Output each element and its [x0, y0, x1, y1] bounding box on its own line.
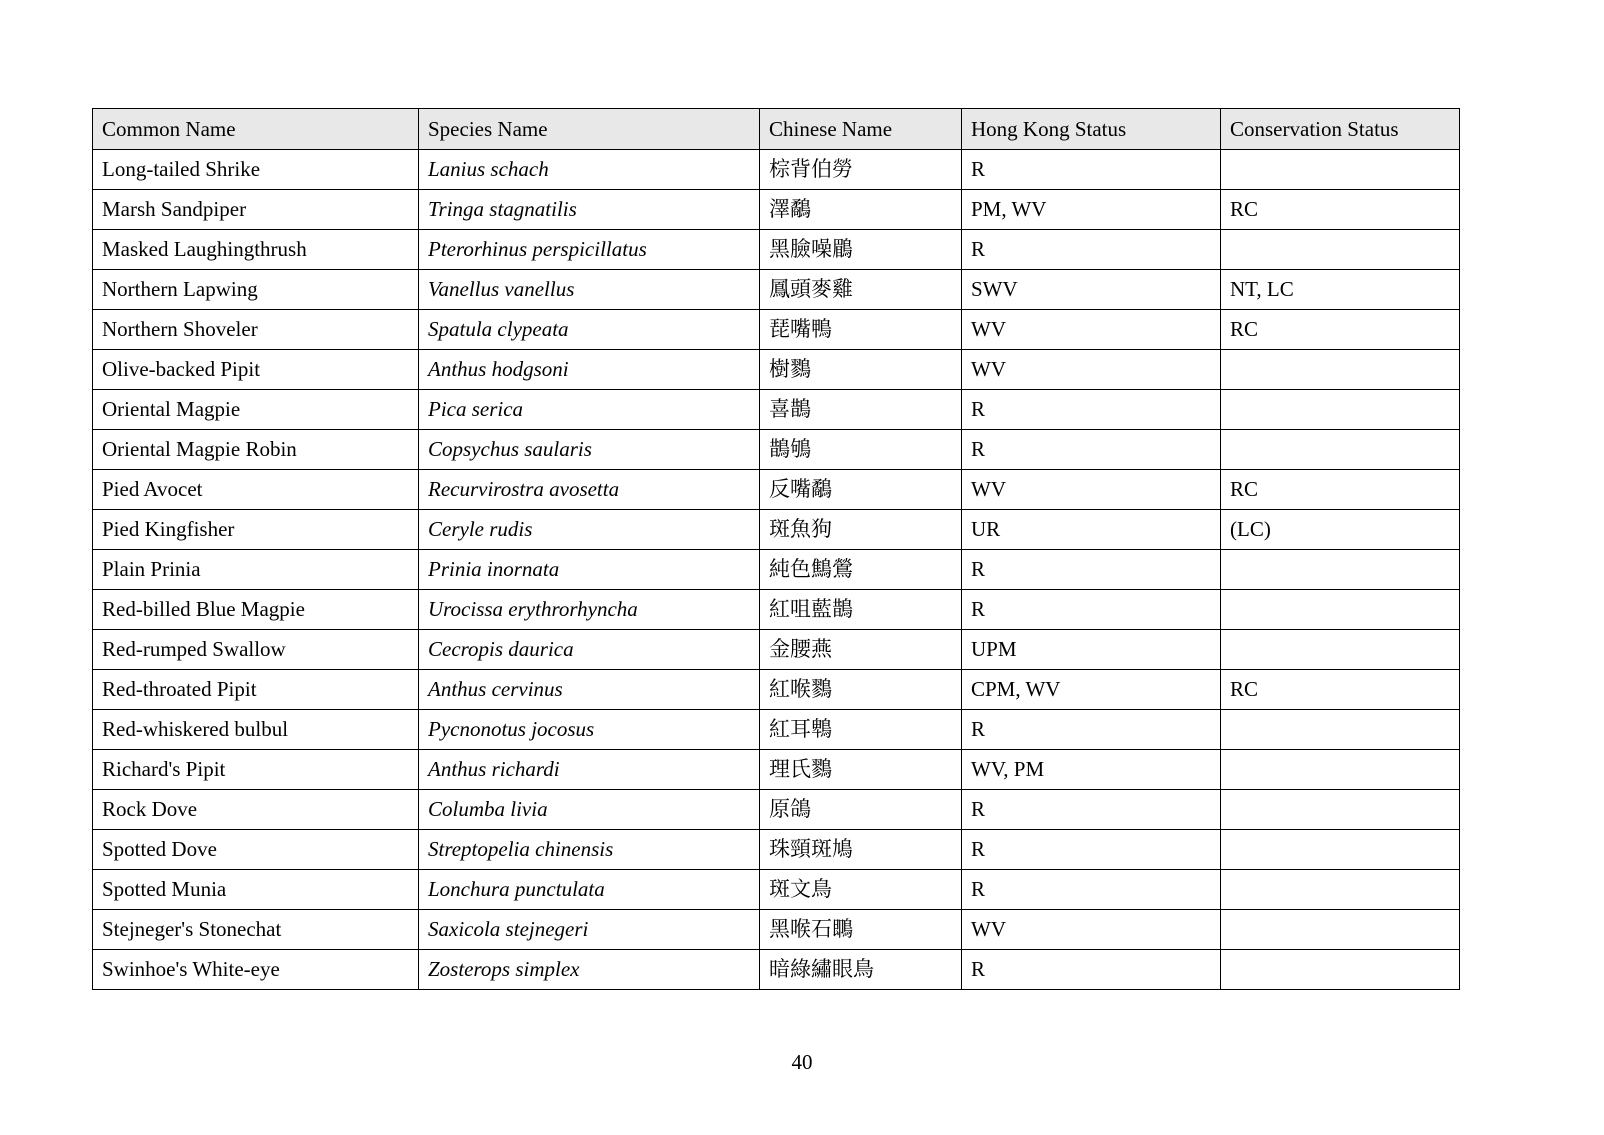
- table-row: [93, 590, 1460, 630]
- table-row: [93, 390, 1460, 430]
- cell-conservation-status: [1221, 830, 1460, 870]
- cell-species-name: Vanellus vanellus: [419, 270, 760, 310]
- cell-common-name: Richard's Pipit: [93, 750, 419, 790]
- cell-conservation-status: NT, LC: [1221, 270, 1460, 310]
- cell-hong-kong-status: R: [962, 390, 1221, 430]
- cell-species-name: Cecropis daurica: [419, 630, 760, 670]
- cell-species-name: Ceryle rudis: [419, 510, 760, 550]
- cell-species-name: Lanius schach: [419, 150, 760, 190]
- cell-hong-kong-status: WV, PM: [962, 750, 1221, 790]
- cell-species-name: Anthus cervinus: [419, 670, 760, 710]
- cell-conservation-status: RC: [1221, 310, 1460, 350]
- table-row: [93, 790, 1460, 830]
- header-row: [93, 109, 1460, 150]
- table-row: [93, 750, 1460, 790]
- cell-chinese-name: 黑臉噪鶥: [760, 230, 962, 270]
- table-header: [93, 109, 1460, 150]
- cell-hong-kong-status: R: [962, 430, 1221, 470]
- cell-hong-kong-status: WV: [962, 310, 1221, 350]
- cell-species-name: Urocissa erythrorhyncha: [419, 590, 760, 630]
- cell-chinese-name: 鵲鴝: [760, 430, 962, 470]
- cell-hong-kong-status: R: [962, 790, 1221, 830]
- table-row: [93, 710, 1460, 750]
- cell-conservation-status: [1221, 790, 1460, 830]
- cell-species-name: Recurvirostra avosetta: [419, 470, 760, 510]
- cell-hong-kong-status: WV: [962, 470, 1221, 510]
- cell-species-name: Spatula clypeata: [419, 310, 760, 350]
- cell-species-name: Prinia inornata: [419, 550, 760, 590]
- header-hong-kong-status: Hong Kong Status: [962, 109, 1221, 150]
- cell-common-name: Spotted Munia: [93, 870, 419, 910]
- cell-conservation-status: [1221, 910, 1460, 950]
- cell-hong-kong-status: R: [962, 950, 1221, 990]
- cell-hong-kong-status: R: [962, 710, 1221, 750]
- cell-common-name: Oriental Magpie: [93, 390, 419, 430]
- cell-conservation-status: RC: [1221, 470, 1460, 510]
- table-row: [93, 270, 1460, 310]
- cell-common-name: Pied Avocet: [93, 470, 419, 510]
- cell-common-name: Rock Dove: [93, 790, 419, 830]
- bird-species-table: [92, 108, 1460, 990]
- cell-conservation-status: [1221, 590, 1460, 630]
- page-number: 40: [791, 1050, 813, 1074]
- cell-hong-kong-status: PM, WV: [962, 190, 1221, 230]
- table-row: [93, 430, 1460, 470]
- cell-common-name: Red-whiskered bulbul: [93, 710, 419, 750]
- cell-hong-kong-status: R: [962, 550, 1221, 590]
- cell-chinese-name: 金腰燕: [760, 630, 962, 670]
- cell-conservation-status: [1221, 710, 1460, 750]
- cell-species-name: Pycnonotus jocosus: [419, 710, 760, 750]
- cell-hong-kong-status: R: [962, 590, 1221, 630]
- cell-conservation-status: [1221, 430, 1460, 470]
- cell-chinese-name: 紅耳鵯: [760, 710, 962, 750]
- cell-chinese-name: 紅咀藍鵲: [760, 590, 962, 630]
- table-row: [93, 830, 1460, 870]
- cell-common-name: Northern Lapwing: [93, 270, 419, 310]
- cell-chinese-name: 斑文鳥: [760, 870, 962, 910]
- cell-species-name: Pica serica: [419, 390, 760, 430]
- cell-chinese-name: 反嘴鷸: [760, 470, 962, 510]
- cell-species-name: Saxicola stejnegeri: [419, 910, 760, 950]
- cell-hong-kong-status: R: [962, 150, 1221, 190]
- cell-common-name: Red-billed Blue Magpie: [93, 590, 419, 630]
- table-row: [93, 910, 1460, 950]
- cell-common-name: Masked Laughingthrush: [93, 230, 419, 270]
- cell-species-name: Anthus hodgsoni: [419, 350, 760, 390]
- cell-hong-kong-status: WV: [962, 910, 1221, 950]
- cell-common-name: Red-rumped Swallow: [93, 630, 419, 670]
- cell-chinese-name: 原鴿: [760, 790, 962, 830]
- cell-hong-kong-status: SWV: [962, 270, 1221, 310]
- cell-conservation-status: [1221, 950, 1460, 990]
- cell-chinese-name: 喜鵲: [760, 390, 962, 430]
- cell-chinese-name: 鳳頭麥雞: [760, 270, 962, 310]
- header-conservation-status: Conservation Status: [1221, 109, 1460, 150]
- cell-conservation-status: [1221, 550, 1460, 590]
- cell-common-name: Long-tailed Shrike: [93, 150, 419, 190]
- header-chinese-name: Chinese Name: [760, 109, 962, 150]
- cell-chinese-name: 樹鷚: [760, 350, 962, 390]
- cell-species-name: Anthus richardi: [419, 750, 760, 790]
- table-body: [93, 150, 1460, 990]
- table-row: [93, 510, 1460, 550]
- cell-hong-kong-status: R: [962, 830, 1221, 870]
- cell-conservation-status: [1221, 350, 1460, 390]
- table-row: [93, 670, 1460, 710]
- cell-conservation-status: (LC): [1221, 510, 1460, 550]
- cell-conservation-status: [1221, 750, 1460, 790]
- cell-hong-kong-status: WV: [962, 350, 1221, 390]
- cell-conservation-status: RC: [1221, 670, 1460, 710]
- cell-chinese-name: 純色鷦鶯: [760, 550, 962, 590]
- cell-hong-kong-status: UPM: [962, 630, 1221, 670]
- cell-species-name: Copsychus saularis: [419, 430, 760, 470]
- cell-chinese-name: 棕背伯勞: [760, 150, 962, 190]
- table-row: [93, 350, 1460, 390]
- cell-chinese-name: 暗綠繡眼鳥: [760, 950, 962, 990]
- cell-common-name: Plain Prinia: [93, 550, 419, 590]
- cell-common-name: Red-throated Pipit: [93, 670, 419, 710]
- cell-chinese-name: 紅喉鷚: [760, 670, 962, 710]
- cell-common-name: Spotted Dove: [93, 830, 419, 870]
- table-row: [93, 310, 1460, 350]
- cell-conservation-status: [1221, 390, 1460, 430]
- cell-common-name: Stejneger's Stonechat: [93, 910, 419, 950]
- cell-chinese-name: 理氏鷚: [760, 750, 962, 790]
- cell-hong-kong-status: UR: [962, 510, 1221, 550]
- cell-conservation-status: RC: [1221, 190, 1460, 230]
- cell-chinese-name: 黑喉石䳭: [760, 910, 962, 950]
- cell-common-name: Marsh Sandpiper: [93, 190, 419, 230]
- table-row: [93, 950, 1460, 990]
- cell-chinese-name: 琵嘴鴨: [760, 310, 962, 350]
- cell-common-name: Northern Shoveler: [93, 310, 419, 350]
- cell-species-name: Lonchura punctulata: [419, 870, 760, 910]
- table-row: [93, 470, 1460, 510]
- cell-species-name: Streptopelia chinensis: [419, 830, 760, 870]
- cell-conservation-status: [1221, 630, 1460, 670]
- cell-conservation-status: [1221, 230, 1460, 270]
- cell-common-name: Swinhoe's White-eye: [93, 950, 419, 990]
- cell-hong-kong-status: R: [962, 230, 1221, 270]
- cell-conservation-status: [1221, 150, 1460, 190]
- table-row: [93, 230, 1460, 270]
- table-row: [93, 550, 1460, 590]
- table-row: [93, 150, 1460, 190]
- cell-conservation-status: [1221, 870, 1460, 910]
- cell-species-name: Pterorhinus perspicillatus: [419, 230, 760, 270]
- cell-hong-kong-status: R: [962, 870, 1221, 910]
- cell-chinese-name: 珠頸斑鳩: [760, 830, 962, 870]
- table-row: [93, 630, 1460, 670]
- cell-species-name: Tringa stagnatilis: [419, 190, 760, 230]
- cell-chinese-name: 澤鷸: [760, 190, 962, 230]
- table-row: [93, 870, 1460, 910]
- cell-chinese-name: 斑魚狗: [760, 510, 962, 550]
- cell-common-name: Olive-backed Pipit: [93, 350, 419, 390]
- cell-common-name: Oriental Magpie Robin: [93, 430, 419, 470]
- cell-hong-kong-status: CPM, WV: [962, 670, 1221, 710]
- cell-species-name: Zosterops simplex: [419, 950, 760, 990]
- cell-species-name: Columba livia: [419, 790, 760, 830]
- header-species-name: Species Name: [419, 109, 760, 150]
- table-row: [93, 190, 1460, 230]
- header-common-name: Common Name: [93, 109, 419, 150]
- cell-common-name: Pied Kingfisher: [93, 510, 419, 550]
